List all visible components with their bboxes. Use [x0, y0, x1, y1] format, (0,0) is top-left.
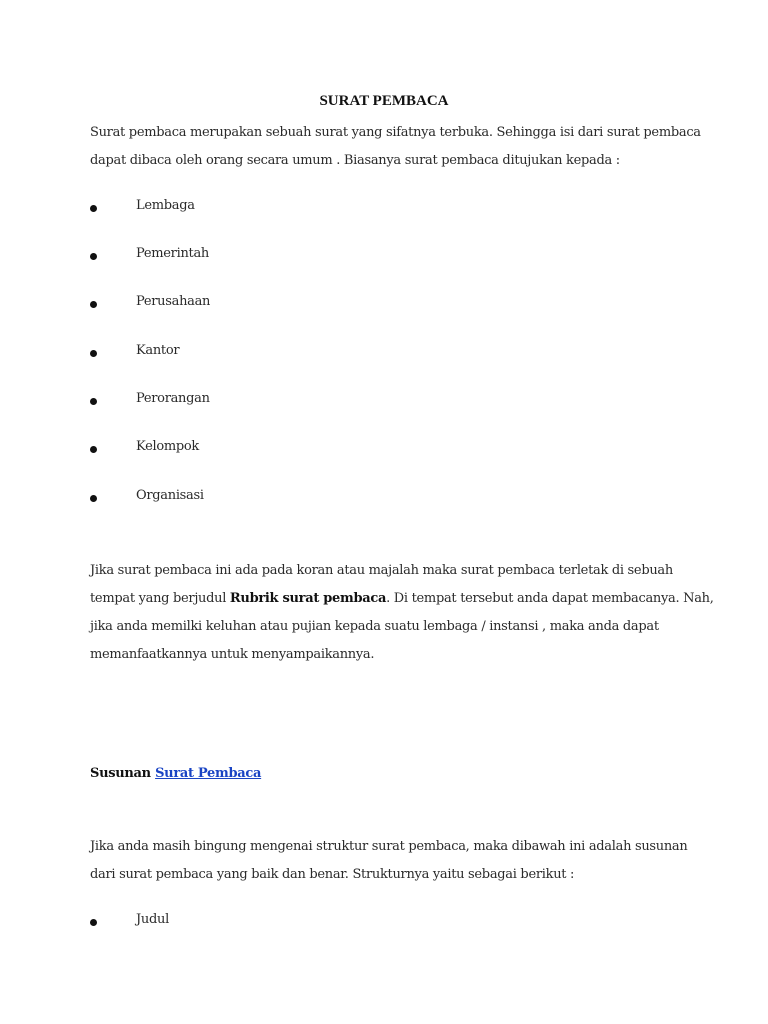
- surat-pembaca-link[interactable]: Surat Pembaca: [155, 766, 262, 781]
- list-item-label: Lembaga: [136, 198, 195, 213]
- bullet-icon: [90, 253, 97, 260]
- list-item-label: Kelompok: [136, 439, 199, 454]
- list-item-label: Perusahaan: [136, 294, 211, 309]
- rubric-line-2: [90, 585, 714, 613]
- bullet-icon: [90, 446, 97, 453]
- section-heading: [90, 766, 261, 781]
- section-heading-prefix: Susunan: [90, 766, 156, 781]
- bullet-icon: [90, 301, 97, 308]
- list-item-label: Pemerintah: [136, 246, 209, 261]
- rubric-name-bold: Rubrik surat pembaca: [229, 591, 387, 606]
- rubric-paragraph: [90, 557, 714, 669]
- rubric-line-4: memanfaatkannya untuk menyampaikannya.: [90, 647, 375, 662]
- list-item-label: Perorangan: [136, 391, 210, 406]
- structure-line-2: dari surat pembaca yang baik dan benar. Strukturnya yaitu sebagai berikut :: [90, 867, 575, 882]
- bullet-icon: [90, 919, 97, 926]
- bullet-icon: [90, 205, 97, 212]
- structure-line-1: Jika anda masih bingung mengenai struktur surat pembaca, maka dibawah ini adalah susunan: [90, 839, 688, 854]
- list-item-label: Organisasi: [136, 488, 204, 503]
- rubric-line-2-start: tempat yang berjudul: [90, 591, 230, 606]
- structure-paragraph: [90, 833, 688, 889]
- bullet-icon: [90, 495, 97, 502]
- rubric-line-3: jika anda memilki keluhan atau pujian kepada suatu lembaga / instansi , maka anda dapat: [90, 619, 659, 634]
- intro-paragraph: [90, 119, 701, 175]
- document-title: SURAT PEMBACA: [319, 93, 449, 109]
- rubric-line-1: Jika surat pembaca ini ada pada koran atau majalah maka surat pembaca terletak di sebuah: [90, 563, 673, 578]
- bullet-icon: [90, 350, 97, 357]
- bullet-icon: [90, 398, 97, 405]
- list-item-label: Kantor: [136, 343, 180, 358]
- intro-line-2: dapat dibaca oleh orang secara umum . Biasanya surat pembaca ditujukan kepada :: [90, 153, 620, 168]
- rubric-line-2-end: . Di tempat tersebut anda dapat membacanya. Nah,: [386, 591, 714, 606]
- list-item-label: Judul: [136, 912, 169, 927]
- intro-line-1: Surat pembaca merupakan sebuah surat yang sifatnya terbuka. Sehingga isi dari surat pembaca: [90, 125, 701, 140]
